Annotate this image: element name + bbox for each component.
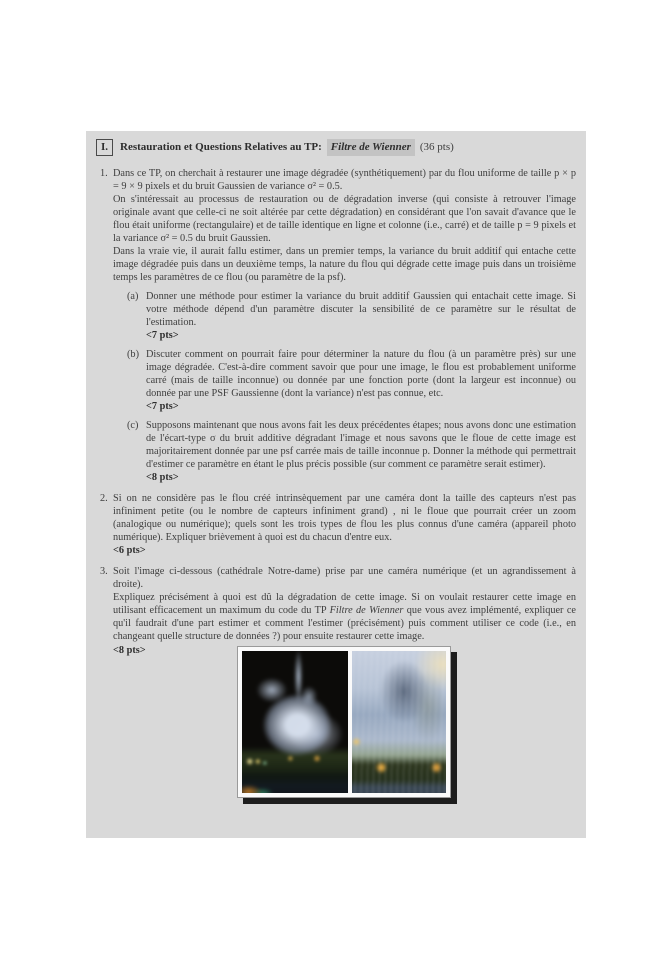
- subquestion-c-label: (c): [127, 420, 139, 431]
- subquestion-c-statement: Supposons maintenant que nous avons fait les deux précédentes étapes; nous avons donc une estimation de l'écart-type σ du bruit additive dégradant l'image et nous savons que le floue de cette image est majoritairement donnée par une psf carrée mais de taille inconnue p. Donner la méthode qui permettrait d'estimer ce paramètre en étant le plus précis possible (sur comment ce paramètre serait estimer).: [146, 420, 576, 470]
- question-2-number: 2.: [100, 493, 108, 504]
- subquestion-a-statement: Donner une méthode pour estimer la variance du bruit additif Gaussien qui entachait cette image. Si votre méthode dépend d'un paramètre discuter la sensibilité de ce paramètre sur le résultat de l'estimation.: [146, 291, 576, 328]
- subquestion-a-points: <7 pts>: [146, 330, 179, 341]
- subquestion-a-label: (a): [127, 291, 139, 302]
- subquestion-b-statement: Discuter comment on pourrait faire pour déterminer la nature du flou (à un paramètre près) sur une image dégradée. C'est-à-dire comment savoir que pour une image, le flou est probablement uniforme carré (mais de taille inconnue) ou donnée par une fonction porte (dont la largeur est inconnue) ou donnée par une PSF Gaussienne (dont la variance) n'est pas connue, etc.: [146, 349, 576, 399]
- subquestion-b-points: <7 pts>: [146, 401, 179, 412]
- subquestion-a-text: [146, 290, 576, 342]
- question-2-statement: Si on ne considère pas le flou créé intrinsèquement par une caméra dont la taille des capteurs n'est pas infiniment petite (ou le nombre de capteurs infiniment grand) , ni le floue que pourrait créer un zoom (analogique ou numérique); quels sont les trois types de flou les plus connus d'une caméra (appareil photo numérique). Expliquer brièvement à quoi est du chacun d'entre eux.: [113, 493, 576, 543]
- subquestion-b: [127, 348, 576, 413]
- question-3-body: [113, 565, 576, 798]
- question-1-paragraph-1: Dans ce TP, on cherchait à restaurer une image dégradée (synthétiquement) par du flou uniforme de taille p × p = 9 × 9 pixels et du bruit Gaussien de variance σ² = 0.5.: [113, 168, 576, 192]
- cathedral-photo-night: [242, 651, 348, 793]
- question-3-points: <8 pts>: [113, 645, 146, 656]
- section-points: (36 pts): [419, 141, 454, 153]
- section-title-highlight: Filtre de Wienner: [327, 139, 415, 156]
- exam-panel: [86, 131, 586, 838]
- question-1-paragraph-2: On s'intéressait au processus de restauration ou de dégradation inverse (qui consiste à retrouver l'image originale avant que celle-ci ne soit altérée par cette dégradation) en considérant que l'on savait d'avance que le flou était uniforme (rectangulaire) et de taille identique en ligne et colonne (i.e., carré) et de taille p = 9 pixels et la variance σ² = 0.5 du bruit Gaussien.: [113, 194, 576, 244]
- question-1: [96, 167, 576, 484]
- cathedral-photo-night-art: [242, 651, 348, 793]
- question-3-text-post: que vous avez implémenté, expliquer ce qu'il faudrait d'une part estimer et comment l'estimer (précisément) puis comment utiliser ce code (i.e., en changeant quelle structure de données ?) pour ensuite restaurer cette image.: [113, 605, 576, 642]
- question-1-paragraph-3: Dans la vraie vie, il aurait fallu estimer, dans un premier temps, la variance du bruit additif qui entache cette image dégradée puis dans un deuxième temps, la nature du flou qui dégrade cette image puis dans un troisième temps les paramètres de ce flou (ou paramètre de la psf).: [113, 246, 576, 283]
- question-3-number: 3.: [100, 566, 108, 577]
- question-3-text-pre: Expliquez précisément à quoi est dû la dégradation de cette image. Si on voulait restaurer cette image en utilisant efficacement un maximum du code du TP: [113, 592, 576, 616]
- subquestion-a: [127, 290, 576, 342]
- subquestion-b-label: (b): [127, 349, 140, 360]
- question-1-body: [113, 167, 576, 484]
- question-2-body: [113, 492, 576, 557]
- question-3-figure-row: [113, 644, 576, 798]
- question-1-number: 1.: [100, 168, 108, 179]
- cathedral-photo-zoom: [352, 651, 446, 793]
- question-3-paragraph-2: [113, 591, 576, 643]
- subquestion-c-text: [146, 419, 576, 484]
- section-header: [96, 139, 576, 156]
- cathedral-photo-zoom-art: [352, 651, 446, 793]
- section-title: Restauration et Questions Relatives au TP:: [120, 141, 322, 153]
- subquestion-c: [127, 419, 576, 484]
- question-3-paragraph-1: Soit l'image ci-dessous (cathédrale Notre-dame) prise par une caméra numérique (et un agrandissement à droite).: [113, 566, 576, 590]
- question-2-points: <6 pts>: [113, 545, 146, 556]
- question-2: [96, 492, 576, 557]
- subquestion-b-text: [146, 348, 576, 413]
- question-3: [96, 565, 576, 798]
- subquestion-c-points: <8 pts>: [146, 472, 179, 483]
- question-3-tp-name: Filtre de Wienner: [329, 605, 404, 616]
- section-number-box: I.: [96, 139, 113, 156]
- cathedral-photo-frame: [237, 646, 451, 798]
